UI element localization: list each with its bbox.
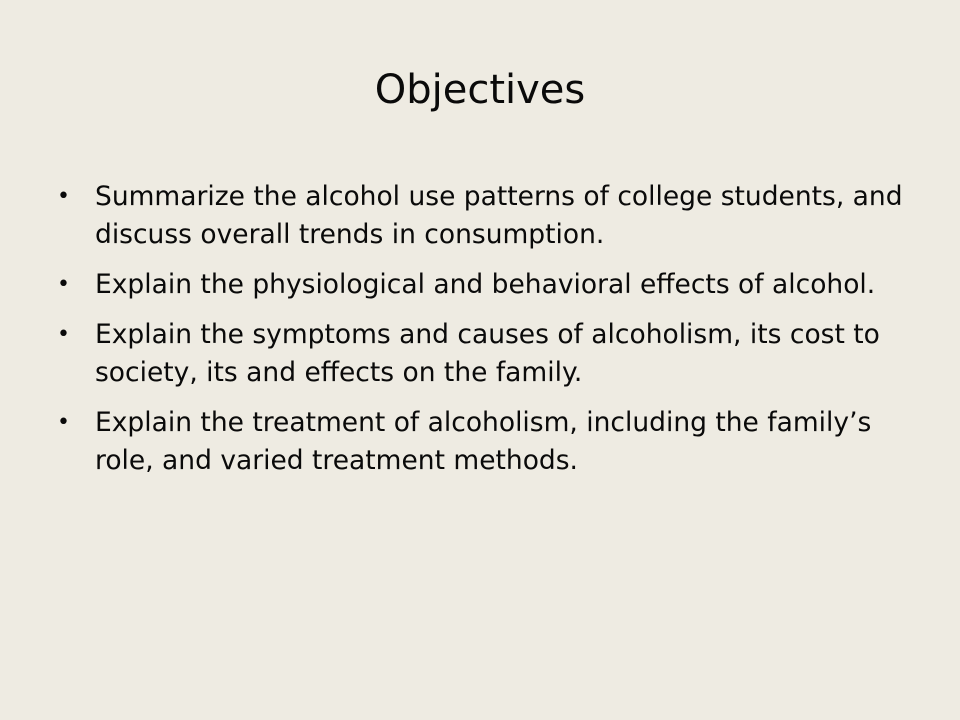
bullet-icon: •: [57, 410, 70, 435]
bullet-icon: •: [57, 272, 70, 297]
list-item: [57, 178, 917, 254]
bullet-text: Explain the physiological and behavioral effects of alcohol.: [95, 269, 876, 300]
bullet-icon: •: [57, 322, 70, 347]
list-item: [57, 266, 917, 304]
slide-title: Objectives: [374, 67, 586, 113]
list-item: [57, 404, 917, 480]
objectives-list: [57, 178, 917, 492]
list-item: [57, 316, 917, 392]
bullet-icon: •: [57, 184, 70, 209]
bullet-text: Summarize the alcohol use patterns of college students, and discuss overall trends in consumption.: [95, 181, 903, 250]
bullet-text: Explain the treatment of alcoholism, including the family’s role, and varied treatment methods.: [95, 407, 872, 476]
bullet-text: Explain the symptoms and causes of alcoholism, its cost to society, its and effects on the family.: [95, 319, 880, 388]
